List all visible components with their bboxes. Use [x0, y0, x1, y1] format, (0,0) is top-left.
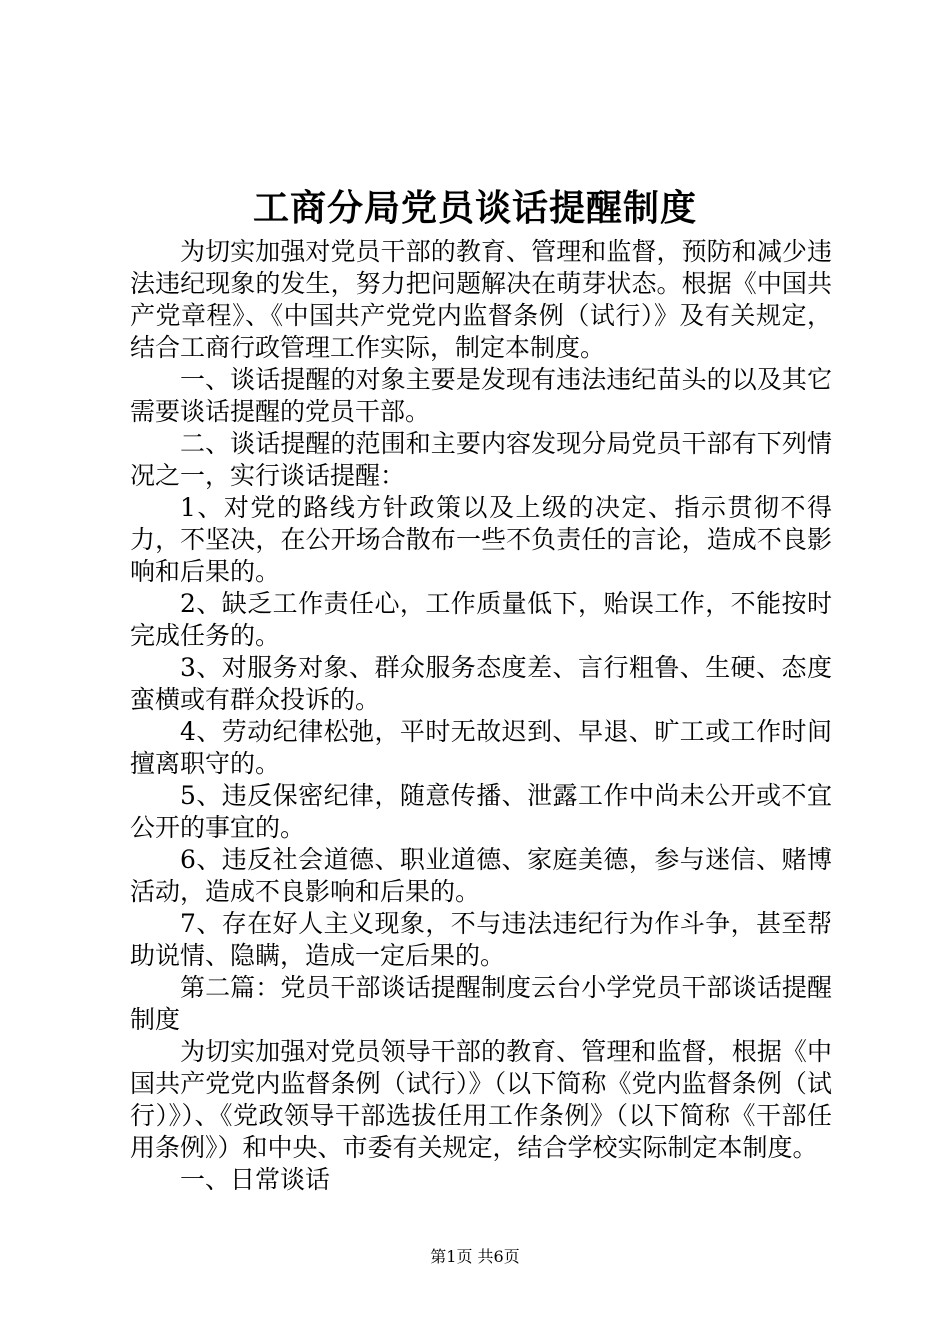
paragraph: 一、谈话提醒的对象主要是发现有违法违纪苗头的以及其它需要谈话提醒的党员干部。 [130, 365, 832, 426]
paragraph: 3、对服务对象、群众服务态度差、言行粗鲁、生硬、态度蛮横或有群众投诉的。 [130, 653, 832, 714]
document-body [130, 236, 832, 1196]
paragraph: 为切实加强对党员干部的教育、管理和监督，预防和减少违法违纪现象的发生，努力把问题解决在萌芽状态。根据《中国共产党章程》、《中国共产党党内监督条例（试行）》及有关规定，结合工商行政管理工作实际，制定本制度。 [130, 237, 832, 362]
paragraph: 一、日常谈话 [180, 1165, 331, 1194]
paragraph: 5、违反保密纪律，随意传播、泄露工作中尚未公开或不宜公开的事宜的。 [130, 781, 832, 842]
paragraph: 为切实加强对党员领导干部的教育、管理和监督，根据《中国共产党党内监督条例（试行）》（以下简称《党内监督条例（试行）》）、《党政领导干部选拔任用工作条例》（以下简称《干部任用条例》）和中央、市委有关规定，结合学校实际制定本制度。 [130, 1037, 832, 1162]
paragraph: 1、对党的路线方针政策以及上级的决定、指示贯彻不得力，不坚决，在公开场合散布一些不负责任的言论，造成不良影响和后果的。 [130, 493, 832, 586]
paragraph: 第二篇：党员干部谈话提醒制度云台小学党员干部谈话提醒制度 [130, 973, 832, 1034]
paragraph: 2、缺乏工作责任心，工作质量低下，贻误工作，不能按时完成任务的。 [130, 589, 832, 650]
paragraph: 二、谈话提醒的范围和主要内容发现分局党员干部有下列情况之一，实行谈话提醒： [130, 429, 832, 490]
paragraph: 7、存在好人主义现象，不与违法违纪行为作斗争，甚至帮助说情、隐瞒，造成一定后果的。 [130, 909, 832, 970]
paragraph: 6、违反社会道德、职业道德、家庭美德，参与迷信、赌博活动，造成不良影响和后果的。 [130, 845, 832, 906]
paragraph: 4、劳动纪律松弛，平时无故迟到、早退、旷工或工作时间擅离职守的。 [130, 717, 832, 778]
page-footer: 第1页 共6页 [430, 1247, 520, 1266]
document-title: 工商分局党员谈话提醒制度 [252, 187, 697, 229]
